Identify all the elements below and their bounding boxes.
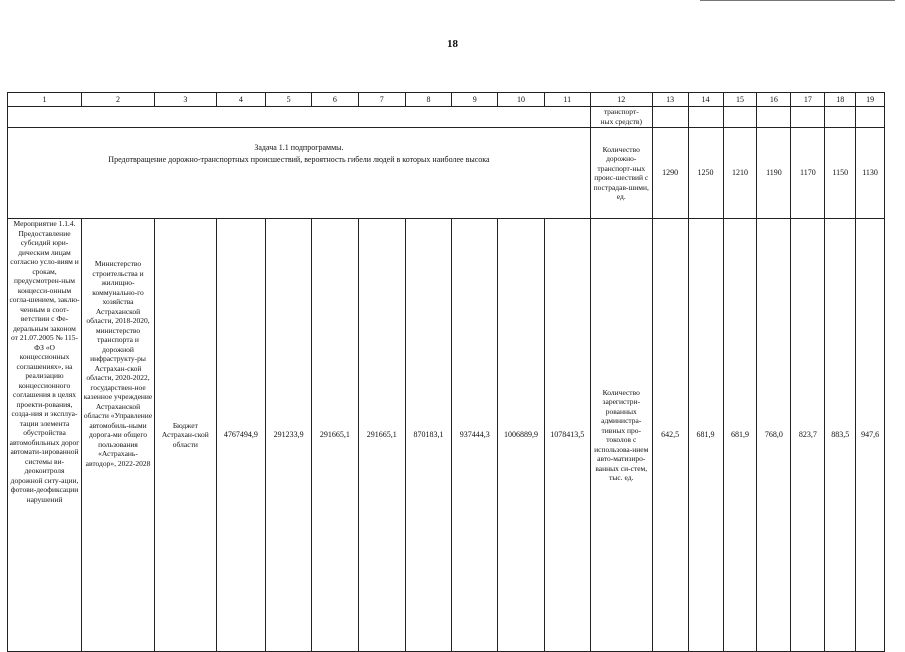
column-number-row [8, 93, 885, 107]
col-number: 17 [791, 93, 825, 107]
top-rule [700, 0, 895, 1]
task-indicator: Количество дорожно-транспорт-ных проис-шествий с пострадав-шими, ед. [590, 128, 652, 219]
col-number: 5 [266, 93, 312, 107]
funding-amount: 870183,1 [405, 219, 451, 652]
target-value: 1290 [652, 128, 688, 219]
col-number: 13 [652, 93, 688, 107]
target-value: 1170 [791, 128, 825, 219]
measure-indicator: Количество зарегистри-рованных администра-тивных про-токолов с использова-нием авто-матизиро-ванных си-стем, тыс. ед. [590, 219, 652, 652]
col-number: 11 [544, 93, 590, 107]
funding-amount: 291233,9 [266, 219, 312, 652]
col-number: 18 [825, 93, 856, 107]
funding-amount: 291665,1 [312, 219, 358, 652]
target-value: 883,5 [825, 219, 856, 652]
col-number: 10 [498, 93, 544, 107]
target-value: 768,0 [757, 219, 791, 652]
col-number: 12 [590, 93, 652, 107]
funding-amount: 291665,1 [358, 219, 405, 652]
funding-amount: 1078413,5 [544, 219, 590, 652]
measure-row [8, 219, 885, 652]
target-value: 681,9 [723, 219, 757, 652]
col-number: 8 [405, 93, 451, 107]
funding-amount: 937444,3 [452, 219, 498, 652]
target-value: 681,9 [688, 219, 723, 652]
task-cell [8, 128, 591, 219]
col-number: 4 [216, 93, 265, 107]
measure-executor: Министерство строительства и жилищно-коммунально-го хозяйства Астраханской области, 2018-2020, министерство транспорта и дорожной инфраструкту-ры Астрахан-ской области, 2020-2022, государствен-ное казенное учреждение Астраханской области «Управление автомобиль-ными дорога-ми общего пользования «Астрахань-автодор», 2022-2028 [82, 219, 155, 652]
target-value: 823,7 [791, 219, 825, 652]
continued-indicator: транспорт- ных средств) [590, 107, 652, 128]
col-number: 16 [757, 93, 791, 107]
continuation-row [8, 107, 885, 128]
target-value: 1150 [825, 128, 856, 219]
col-number: 1 [8, 93, 82, 107]
task-row [8, 128, 885, 219]
target-value: 1250 [688, 128, 723, 219]
target-value: 642,5 [652, 219, 688, 652]
col-number: 15 [723, 93, 757, 107]
page-number: 18 [447, 38, 458, 50]
task-description: Предотвращение дорожно-транспортных происшествий, вероятность гибели людей в которых наиболее высока [108, 155, 490, 164]
measure-name: Мероприятие 1.1.4. Предоставление субсидий юри-дическим лицам согласно усло-виям и срокам, предусмотрен-ным концесси-онным согла-шением, заклю-ченным в соот-ветствии с Фе-деральным законом от 21.07.2005 № 115-ФЗ «О концессионных соглашениях», на реализацию концессионного соглашения в целях проекти-рования, созда-ния и эксплуа-тации элемента обустройства автомобильных дорог автомати-зированной системы ви-деоконтроля дорожной ситу-ации, фотови-деофиксации нарушений [8, 219, 82, 652]
col-number: 2 [82, 93, 155, 107]
funding-amount: 4767494,9 [216, 219, 265, 652]
col-number: 3 [155, 93, 217, 107]
target-value: 1190 [757, 128, 791, 219]
col-number: 14 [688, 93, 723, 107]
col-number: 9 [452, 93, 498, 107]
col-number: 6 [312, 93, 358, 107]
funding-source: Бюджет Астрахан-ской области [155, 219, 217, 652]
task-title: Задача 1.1 подпрограммы. [254, 143, 344, 152]
target-value: 1130 [856, 128, 885, 219]
target-value: 947,6 [856, 219, 885, 652]
program-table [7, 92, 885, 652]
col-number: 19 [856, 93, 885, 107]
funding-amount: 1006889,9 [498, 219, 544, 652]
target-value: 1210 [723, 128, 757, 219]
col-number: 7 [358, 93, 405, 107]
